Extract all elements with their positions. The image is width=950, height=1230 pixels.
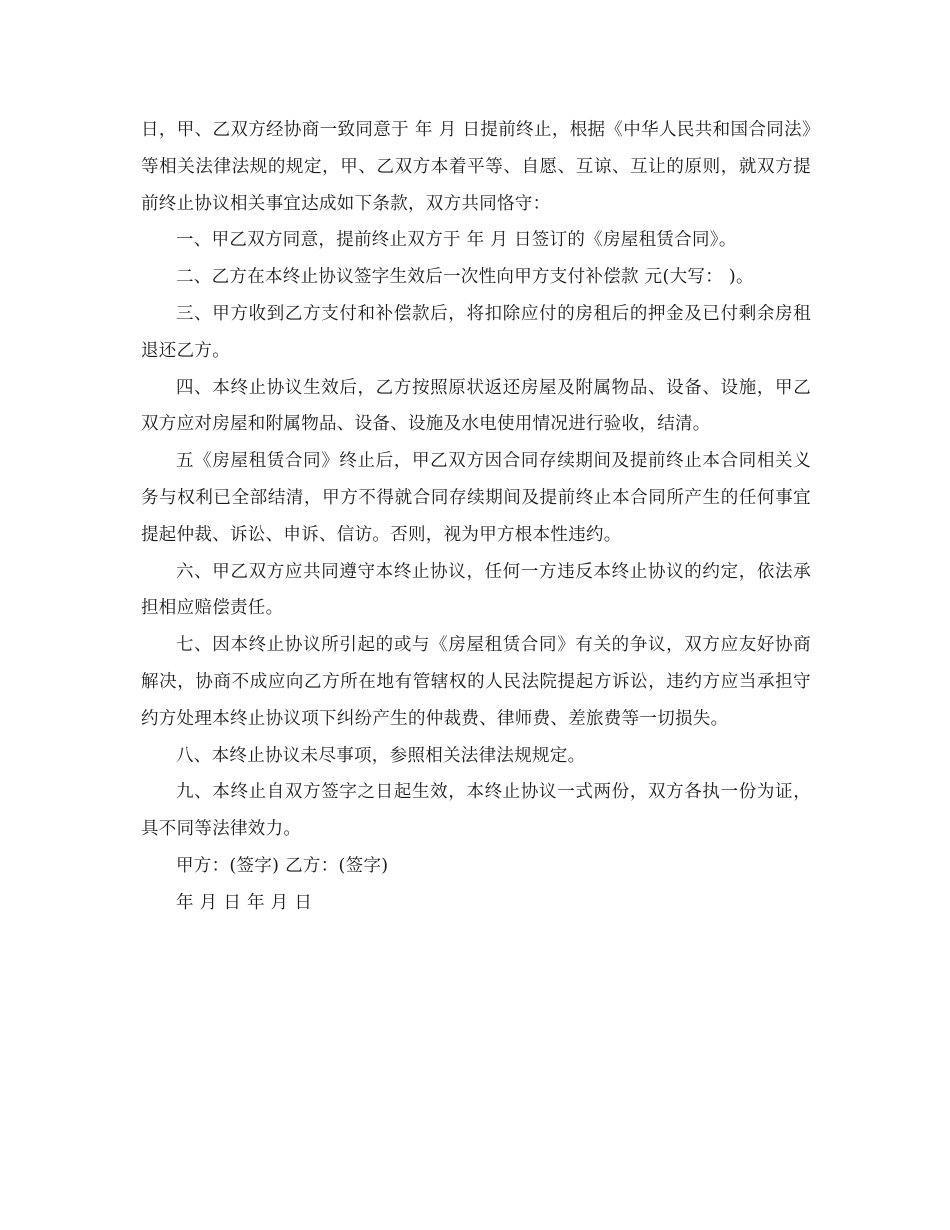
clause-2: 二、乙方在本终止协议签字生效后一次性向甲方支付补偿款 元(大写： )。 bbox=[176, 267, 754, 288]
document-body bbox=[141, 112, 811, 922]
signature-line: 甲方：(签字) 乙方：(签字) bbox=[176, 855, 389, 876]
clause-9: 九、本终止自双方签字之日起生效，本终止协议一式两份，双方各执一份为证，具不同等法律效力。 bbox=[141, 782, 811, 840]
paragraph-intro: 日，甲、乙双方经协商一致同意于 年 月 日提前终止，根据《中华人民共和国合同法》等相关法律法规的规定，甲、乙双方本着平等、自愿、互谅、互让的原则，就双方提前终止协议相关事宜达成如下条款，双方共同恪守： bbox=[141, 120, 811, 214]
clause-7: 七、因本终止协议所引起的或与《房屋租赁合同》有关的争议，双方应友好协商解决，协商不成应向乙方所在地有管辖权的人民法院提起方诉讼，违约方应当承担守约方处理本终止协议项下纠纷产生的仲裁费、律师费、差旅费等一切损失。 bbox=[141, 635, 811, 729]
clause-5: 五《房屋租赁合同》终止后，甲乙双方因合同存续期间及提前终止本合同相关义务与权利已全部结清，甲方不得就合同存续期间及提前终止本合同所产生的任何事宜提起仲裁、诉讼、申诉、信访。否则，视为甲方根本性违约。 bbox=[141, 451, 811, 545]
clause-8: 八、本终止协议未尽事项，参照相关法律法规规定。 bbox=[176, 745, 586, 766]
clause-6: 六、甲乙双方应共同遵守本终止协议，任何一方违反本终止协议的约定，依法承担相应赔偿责任。 bbox=[141, 561, 811, 619]
date-line: 年 月 日 年 月 日 bbox=[176, 892, 313, 913]
clause-4: 四、本终止协议生效后，乙方按照原状返还房屋及附属物品、设备、设施，甲乙双方应对房屋和附属物品、设备、设施及水电使用情况进行验收，结清。 bbox=[141, 377, 811, 435]
clause-3: 三、甲方收到乙方支付和补偿款后，将扣除应付的房租后的押金及已付剩余房租退还乙方。 bbox=[141, 303, 811, 361]
clause-1: 一、甲乙双方同意，提前终止双方于 年 月 日签订的《房屋租赁合同》。 bbox=[176, 230, 737, 251]
